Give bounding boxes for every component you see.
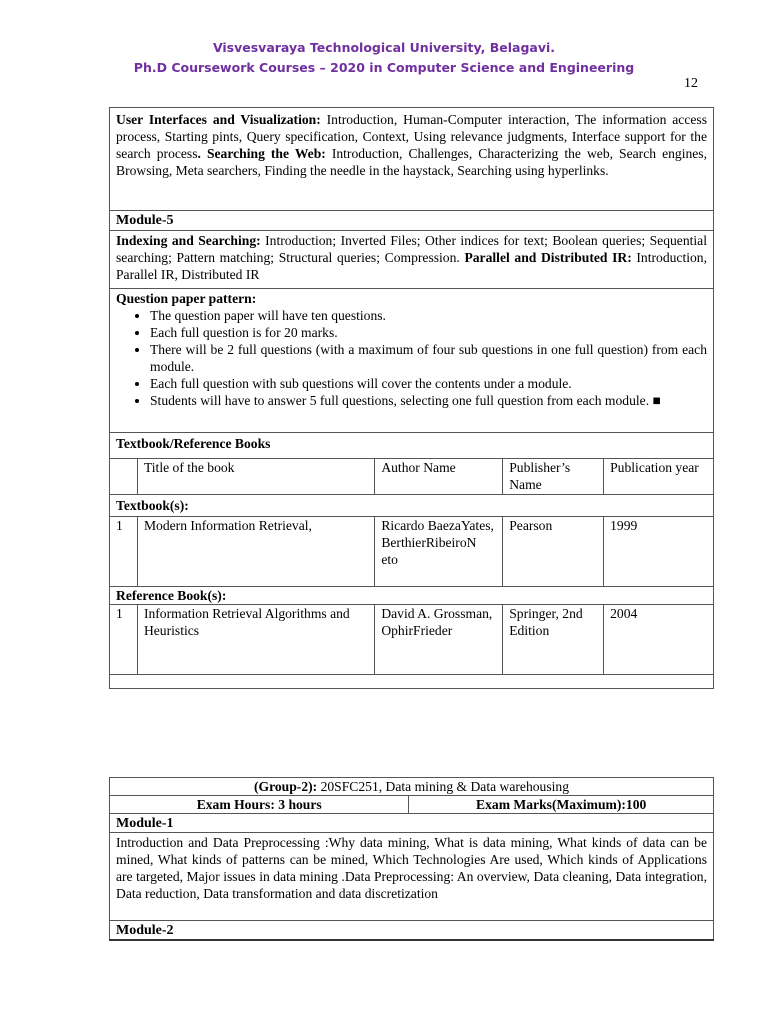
module1-heading: Module-1 [110,814,714,833]
column-header: Publisher’s Name [503,459,604,495]
table-row [110,517,714,587]
exam-marks: Exam Marks(Maximum):100 [409,796,714,814]
course-group-title: (Group-2): 20SFC251, Data mining & Data warehousing [110,778,714,796]
question-paper-pattern: Question paper pattern: • The question paper will have ten questions. • Each full question is for 20 marks. • There will be 2 full questions (with a maximum of four sub questions in one full question) from each module. • Each full question with sub questions will cover the contents under a module. • Students will have to answer 5 full questions, selecting one full question from each module. ■ [110,289,714,433]
table-cell: 1999 [604,517,714,587]
list-item: • There will be 2 full questions (with a maximum of four sub questions in one full question) from each module. [150,341,707,375]
module5-content: Indexing and Searching: Introduction; Inverted Files; Other indices for text; Boolean queries; Sequential searching; Pattern matching; Structural queries; Compression. Parallel and Distributed IR: Introduction, Parallel IR, Distributed IR [110,231,714,289]
table-row [110,605,714,675]
exam-hours: Exam Hours: 3 hours [110,796,409,814]
coursework-title: Ph.D Coursework Courses – 2020 in Computer Science and Engineering [133,60,635,75]
page-number: 12 [684,76,698,91]
syllabus-table [109,107,714,689]
table-cell: 1 [110,517,138,587]
textbooks-heading: Textbook(s): [110,495,714,517]
module2-heading: Module-2 [110,921,714,941]
module1-content: Introduction and Data Preprocessing :Why data mining, What is data mining, What kinds of data can be mined, What kinds of patterns can be mined, Which Technologies Are used, Which kinds of Applications are targeted, Major issues in data mining .Data Preprocessing: An overview, Data cleaning, Data integration, Data reduction, Data transformation and data discretization [110,833,714,921]
list-item: • Students will have to answer 5 full questions, selecting one full question from each module. ■ [150,392,707,409]
table-cell: Springer, 2nd Edition [503,605,604,675]
table-cell: Ricardo BaezaYates, BerthierRibeiroN eto [375,517,503,587]
university-name: Visvesvaraya Technological University, Belagavi. [212,40,556,55]
table-cell: Information Retrieval Algorithms and Heuristics [137,605,374,675]
table-cell: Pearson [503,517,604,587]
course-table [109,777,714,941]
reference-heading: Reference Book(s): [110,587,714,605]
column-header: Author Name [375,459,503,495]
table-cell [110,459,138,495]
table-cell: David A. Grossman, OphirFrieder [375,605,503,675]
column-header: Publication year [604,459,714,495]
intro-cell: User Interfaces and Visualization: Introduction, Human-Computer interaction, The information access process, Starting pints, Query specification, Context, Using relevance judgments, Interface support for the search process. Searching the Web: Introduction, Challenges, Characterizing the web, Search engines, Browsing, Meta searchers, Finding the needle in the haystack, Searching using hyperlinks. [110,108,714,211]
table-cell: 1 [110,605,138,675]
books-heading: Textbook/Reference Books [110,433,714,459]
list-item: • Each full question with sub questions will cover the contents under a module. [150,375,707,392]
module5-heading: Module-5 [110,211,714,231]
table-cell: Modern Information Retrieval, [137,517,374,587]
table-cell [110,675,714,689]
column-header: Title of the book [137,459,374,495]
table-cell: 2004 [604,605,714,675]
list-item: • Each full question is for 20 marks. [150,324,707,341]
list-item: • The question paper will have ten questions. [150,307,707,324]
